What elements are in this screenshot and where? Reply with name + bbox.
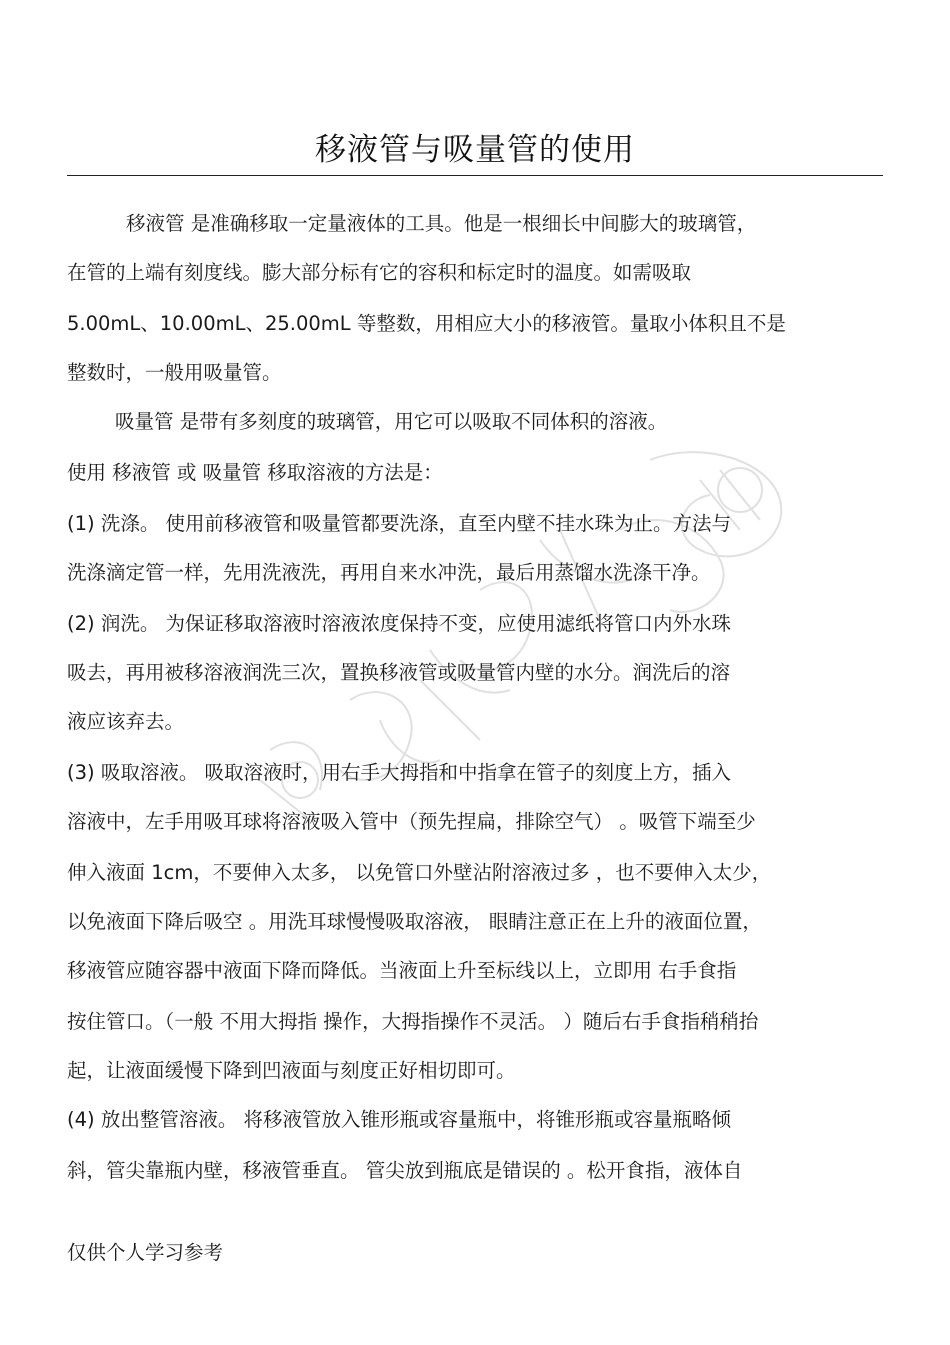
body-line-9: (2) 润洗。 为保证移取溶液时溶液浓度保持不变，应使用滤纸将管口内外水珠 (67, 612, 732, 635)
body-line-19: (4) 放出整管溶液。 将移液管放入锥形瓶或容量瓶中，将锥形瓶或容量瓶略倾 (67, 1108, 732, 1131)
body-line-12: (3) 吸取溶液。 吸取溶液时，用右手大拇指和中指拿在管子的刻度上方，插入 (67, 761, 732, 784)
body-line-18: 起，让液面缓慢下降到凹液面与刻度正好相切即可。 (67, 1059, 516, 1082)
body-line-6: 使用 移液管 或 吸量管 移取溶液的方法是： (67, 461, 443, 484)
body-line-13: 溶液中，左手用吸耳球将溶液吸入管中（预先捏扁，排除空气） 。吸管下端至少 (67, 810, 756, 833)
body-line-4: 整数时，一般用吸量管。 (67, 361, 282, 384)
body-line-1: 移液管 是准确移取一定量液体的工具。他是一根细长中间膨大的玻璃管， (126, 212, 757, 235)
body-line-10: 吸去，再用被移溶液润洗三次，置换移液管或吸量管内壁的水分。润洗后的溶 (67, 661, 731, 684)
body-line-15: 以免液面下降后吸空 。用洗耳球慢慢吸取溶液， 眼睛注意正在上升的液面位置， (67, 910, 762, 933)
body-line-14: 伸入液面 1cm，不要伸入太多， 以免管口外壁沾附溶液过多 ，也不要伸入太少， (67, 861, 772, 884)
body-line-8: 洗涤滴定管一样，先用洗液洗，再用自来水冲洗，最后用蒸馏水洗涤干净。 (67, 561, 711, 584)
body-line-16: 移液管应随容器中液面下降而降低。当液面上升至标线以上，立即用 右手食指 (67, 959, 737, 982)
body-line-3: 5.00mL、10.00mL、25.00mL 等整数，用相应大小的移液管。量取小体积且不是 (67, 312, 786, 335)
body-line-7: (1) 洗涤。 使用前移液管和吸量管都要洗涤，直至内壁不挂水珠为止。方法与 (67, 512, 732, 535)
body-line-17: 按住管口。（一般 不用大拇指 操作，大拇指操作不灵活。 ）随后右手食指稍稍抬 (67, 1010, 759, 1033)
title-underline (67, 175, 883, 176)
footer-note: 仅供个人学习参考 (67, 1241, 224, 1264)
body-line-11: 液应该弃去。 (67, 710, 185, 733)
document-title: 移液管与吸量管的使用 (315, 132, 635, 168)
body-line-20: 斜，管尖靠瓶内壁，移液管垂直。 管尖放到瓶底是错误的 。松开食指，液体自 (67, 1159, 743, 1182)
body-line-5: 吸量管 是带有多刻度的玻璃管，用它可以吸取不同体积的溶液。 (115, 410, 668, 433)
body-line-2: 在管的上端有刻度线。膨大部分标有它的容积和标定时的温度。如需吸取 (67, 261, 692, 284)
